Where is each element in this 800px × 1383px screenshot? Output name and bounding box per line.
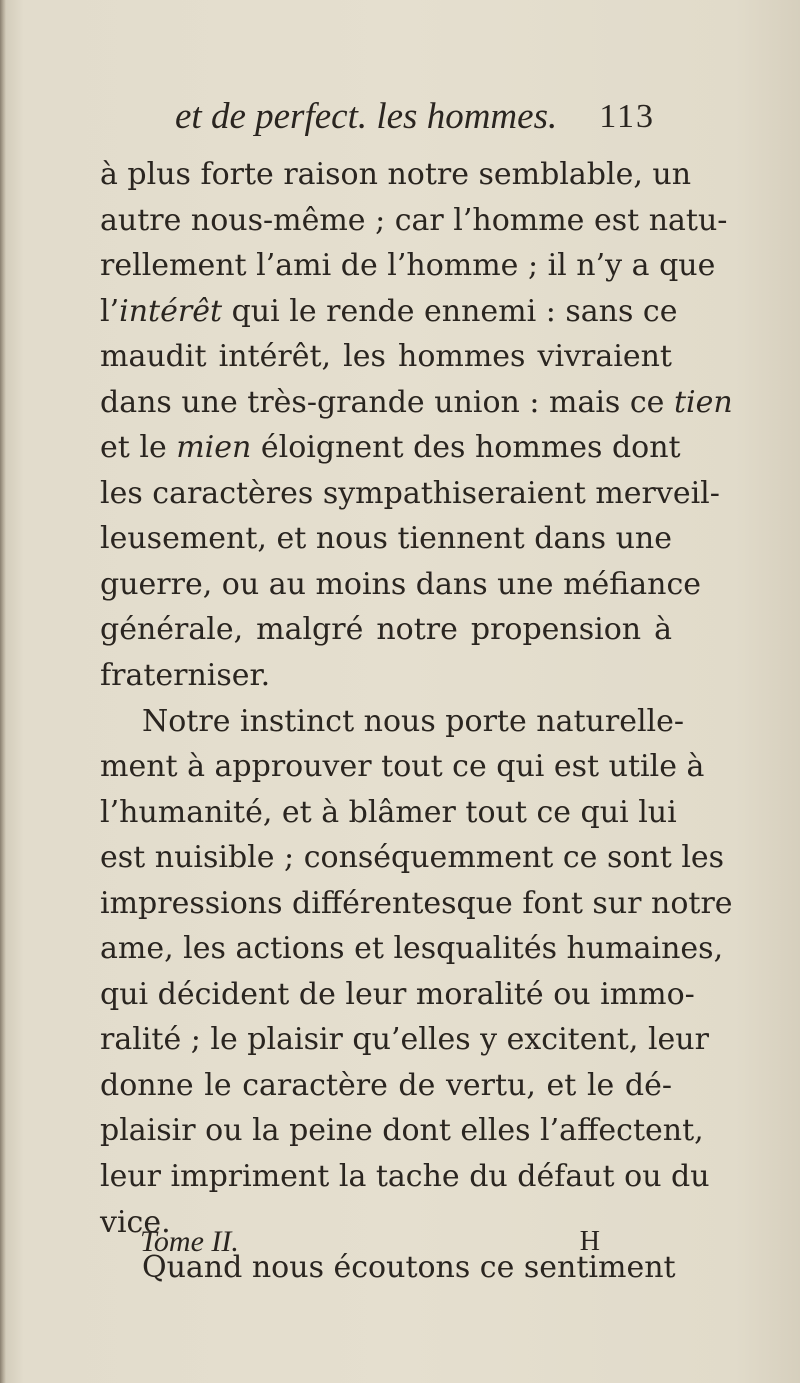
- running-header: [175, 92, 675, 142]
- text-line: [100, 380, 733, 426]
- text-line: [100, 289, 678, 335]
- text-run: qui le rende ennemi : sans ce: [222, 293, 678, 329]
- signature-mark: H: [579, 1226, 600, 1257]
- text-run: générale, malgré notre propension à: [100, 612, 672, 648]
- text-run: fraterniser.: [100, 658, 271, 694]
- text-line: [100, 334, 672, 380]
- text-run: plaisir ou la peine dont elles l’affectent,: [100, 1113, 704, 1149]
- text-line: [100, 926, 724, 972]
- text-line: [100, 1108, 704, 1154]
- text-line: [100, 198, 728, 244]
- text-run: qui décident de leur moralité ou immo-: [100, 976, 695, 1012]
- text-line: [100, 972, 695, 1018]
- text-run: vice.: [100, 1204, 171, 1240]
- text-run: ment à approuver tout ce qui est utile à: [100, 749, 705, 785]
- text-run: impressions différentesque font sur notre: [100, 885, 733, 921]
- text-line: [100, 1017, 709, 1063]
- text-line: [100, 699, 685, 745]
- text-line: [100, 562, 702, 608]
- text-run: ame, les actions et lesqualités humaines,: [100, 931, 724, 967]
- running-title: et de perfect. les hommes.: [175, 96, 558, 137]
- text-run: guerre, ou au moins dans une méfiance: [100, 566, 702, 602]
- text-run: les caractères sympathiseraient merveil-: [100, 475, 720, 511]
- text-run: donne le caractère de vertu, et le dé-: [100, 1067, 672, 1103]
- text-run: est nuisible ; conséquemment ce sont les: [100, 840, 725, 876]
- text-line: [100, 425, 681, 471]
- text-run: Quand nous écoutons ce sentiment: [142, 1250, 676, 1286]
- text-line: [100, 835, 725, 881]
- italic-word: tien: [673, 384, 733, 420]
- text-run: autre nous-même ; car l’homme est natu-: [100, 202, 728, 238]
- page-number: 113: [599, 98, 655, 135]
- text-run: ralité ; le plaisir qu’elles y excitent, leur: [100, 1022, 709, 1058]
- text-line: [100, 607, 672, 653]
- text-line: [100, 243, 716, 289]
- page-footer: [130, 1222, 600, 1262]
- page-edge-shadow: [0, 0, 6, 1383]
- italic-word: mien: [176, 430, 252, 466]
- text-line: [100, 744, 705, 790]
- text-line: [100, 790, 677, 836]
- italic-word: intérêt: [119, 293, 223, 329]
- text-run: éloignent des hommes dont: [251, 430, 681, 466]
- text-run: leusement, et nous tiennent dans une: [100, 521, 672, 557]
- text-run: à plus forte raison notre semblable, un: [100, 157, 692, 192]
- volume-mark: Tome II.: [140, 1225, 239, 1258]
- text-run: et le: [100, 430, 177, 466]
- text-run: l’: [100, 293, 120, 329]
- text-line: [100, 1154, 710, 1200]
- text-line: [100, 516, 672, 562]
- text-line: [100, 471, 720, 517]
- text-run: rellement l’ami de l’homme ; il n’y a que: [100, 248, 716, 284]
- text-line: [100, 881, 733, 927]
- text-run: maudit intérêt, les hommes vivraient: [100, 339, 672, 375]
- text-line: [100, 1063, 672, 1109]
- body-text: [100, 152, 733, 1291]
- text-run: dans une très-grande union : mais ce: [100, 384, 674, 420]
- text-run: l’humanité, et à blâmer tout ce qui lui: [100, 794, 677, 830]
- text-line: [100, 152, 692, 198]
- text-line: [100, 653, 672, 699]
- text-run: leur impriment la tache du défaut ou du: [100, 1159, 710, 1195]
- text-run: Notre instinct nous porte naturelle-: [142, 703, 685, 739]
